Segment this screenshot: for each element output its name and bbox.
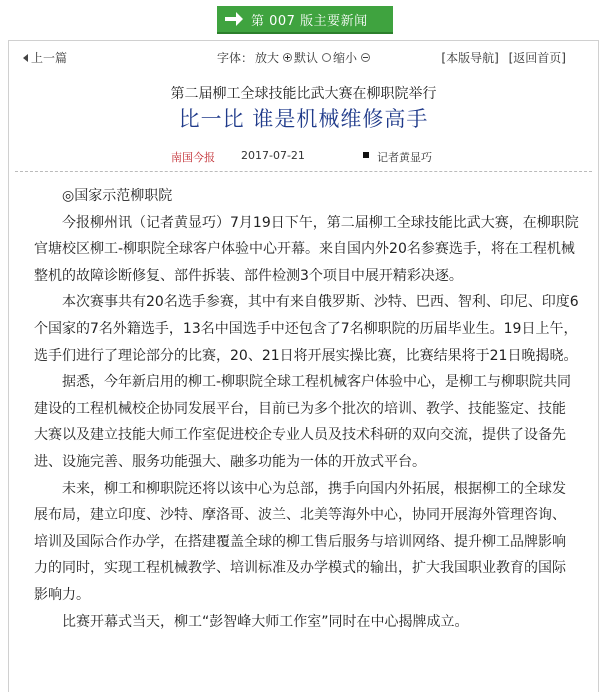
article-paragraph: 比赛开幕式当天，柳工“彭智峰大师工作室”同时在中心揭牌成立。 [62, 613, 469, 630]
article-subtitle: 第二届柳工全球技能比武大赛在柳职院举行 [170, 86, 437, 102]
square-bullet-icon [363, 152, 369, 158]
minus-icon[interactable] [361, 53, 370, 62]
font-label: 字体： [217, 51, 254, 65]
section-heading: ◎国家示范柳职院 [62, 188, 173, 204]
font-size-control [217, 49, 372, 66]
caret-left-icon [23, 54, 28, 62]
page-nav-link[interactable]: [本版导航] [441, 51, 499, 65]
article-frame [8, 40, 599, 692]
article-paragraph: 本次赛事共有20名选手参赛，其中有来自俄罗斯、沙特、巴西、智利、印尼、印度6个国家的7名外籍选手，13名中国选手中还包含了7名柳职院的历届毕业生。19日上午，选手们进行了理论部分的比赛，20、21日将开展实操比赛，比赛结果将于21日晚揭晓。 [34, 294, 579, 364]
prev-article-link[interactable] [23, 49, 67, 66]
toolbar-links [435, 49, 566, 66]
article-title: 比一比 谁是机械维修高手 [178, 107, 429, 131]
article-source: 南国今报 [171, 151, 215, 164]
font-default-label[interactable]: 默认 [294, 51, 319, 65]
toolbar [9, 41, 598, 71]
plus-icon[interactable] [283, 53, 292, 62]
article-body [34, 183, 579, 635]
section-banner [217, 6, 393, 34]
home-link[interactable]: [返回首页] [508, 51, 566, 65]
prev-label: 上一篇 [31, 51, 68, 65]
divider [15, 171, 592, 172]
banner-label: 第 007 版主要新闻 [251, 13, 368, 29]
font-shrink-label[interactable]: 缩小 [333, 51, 358, 65]
font-enlarge-label[interactable]: 放大 [255, 51, 280, 65]
article-date: 2017-07-21 [241, 149, 305, 162]
arrow-right-icon [221, 6, 247, 32]
article-author: 记者黄显巧 [377, 151, 432, 164]
article-paragraph: 据悉，今年新启用的柳工-柳职院全球工程机械客户体验中心，是柳工与柳职院共同建设的工程机械校企协同发展平台，目前已为多个批次的培训、教学、技能鉴定、技能大赛以及建立技能大师工作室促进校企专业人员及技术科研的双向交流，提供了设备先进、设施完善、服务功能强大、融多功能为一体的开放式平台。 [34, 374, 572, 470]
radio-icon[interactable] [322, 53, 331, 62]
article-paragraph: 未来，柳工和柳职院还将以该中心为总部，携手向国内外拓展，根据柳工的全球发展布局，建立印度、沙特、摩洛哥、波兰、北美等海外中心，协同开展海外管理咨询、培训及国际合作办学，在搭建覆盖全球的柳工售后服务与培训网络、提升柳工品牌影响力的同时，实现工程机械教学、培训标准及办学模式的输出，扩大我国职业教育的国际影响力。 [34, 480, 566, 603]
article-paragraph: 今报柳州讯（记者黄显巧）7月19日下午，第二届柳工全球技能比武大赛，在柳职院官塘校区柳工-柳职院全球客户体验中心开幕。来自国内外20名参赛选手，将在工程机械整机的故障诊断修复、部件拆装、部件检测3个项目中展开精彩决逐。 [34, 214, 579, 284]
